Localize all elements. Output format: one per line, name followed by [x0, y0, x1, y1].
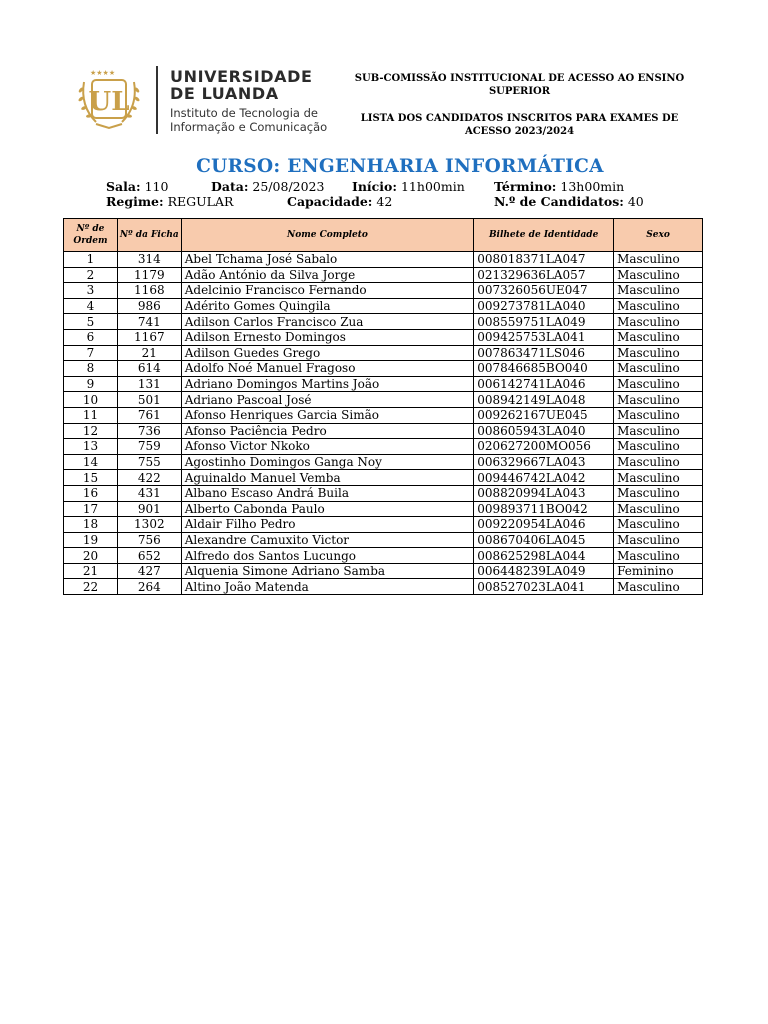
logo-divider — [156, 66, 158, 134]
table-row — [64, 485, 703, 501]
cell-ordem: 10 — [64, 392, 118, 408]
cell-bilhete: 006448239LA049 — [474, 563, 614, 579]
cell-ordem: 9 — [64, 376, 118, 392]
cell-nome: Adilson Ernesto Domingos — [181, 329, 473, 345]
cell-ordem: 20 — [64, 548, 118, 564]
cell-nome: Alquenia Simone Adriano Samba — [181, 563, 473, 579]
cell-ficha: 901 — [117, 501, 181, 517]
cell-ficha: 614 — [117, 361, 181, 377]
cell-sexo: Masculino — [614, 329, 703, 345]
cell-nome: Altino João Matenda — [181, 579, 473, 595]
table-row — [64, 407, 703, 423]
table-row — [64, 329, 703, 345]
institute-name — [170, 106, 327, 134]
university-name-line-1: UNIVERSIDADE — [170, 67, 313, 86]
data-info — [211, 179, 324, 194]
cell-ordem: 8 — [64, 361, 118, 377]
cell-sexo: Masculino — [614, 548, 703, 564]
university-name — [170, 68, 313, 102]
cell-nome: Adelcinio Francisco Fernando — [181, 283, 473, 299]
cell-sexo: Masculino — [614, 267, 703, 283]
cell-ficha: 1167 — [117, 329, 181, 345]
column-header-sexo: Sexo — [614, 219, 703, 252]
cell-ordem: 11 — [64, 407, 118, 423]
cell-sexo: Masculino — [614, 376, 703, 392]
cell-nome: Adriano Domingos Martins João — [181, 376, 473, 392]
cell-bilhete: 009446742LA042 — [474, 470, 614, 486]
regime-info — [106, 194, 233, 209]
cell-nome: Afonso Paciência Pedro — [181, 423, 473, 439]
column-header-bilhete: Bilhete de Identidade — [474, 219, 614, 252]
cell-ficha: 759 — [117, 439, 181, 455]
table-row — [64, 314, 703, 330]
cell-ficha: 501 — [117, 392, 181, 408]
cell-sexo: Masculino — [614, 407, 703, 423]
table-row — [64, 423, 703, 439]
capacidade-label: Capacidade: — [287, 194, 373, 209]
cell-ordem: 21 — [64, 563, 118, 579]
cell-ficha: 431 — [117, 485, 181, 501]
cell-nome: Adolfo Noé Manuel Fragoso — [181, 361, 473, 377]
cell-ficha: 986 — [117, 298, 181, 314]
column-header-nome: Nome Completo — [181, 219, 473, 252]
cell-bilhete: 009220954LA046 — [474, 517, 614, 533]
regime-label: Regime: — [106, 194, 164, 209]
cell-ficha: 741 — [117, 314, 181, 330]
list-title: LISTA DOS CANDIDATOS INSCRITOS PARA EXAMES DE ACESSO 2023/2024 — [360, 113, 679, 137]
table-row — [64, 579, 703, 595]
cell-bilhete: 008018371LA047 — [474, 252, 614, 268]
cell-ficha: 1179 — [117, 267, 181, 283]
cell-ficha: 652 — [117, 548, 181, 564]
cell-bilhete: 008670406LA045 — [474, 532, 614, 548]
cell-ordem: 1 — [64, 252, 118, 268]
cell-ordem: 19 — [64, 532, 118, 548]
cell-bilhete: 008559751LA049 — [474, 314, 614, 330]
institute-name-line-1: Instituto de Tecnologia de — [170, 106, 319, 120]
cell-ordem: 18 — [64, 517, 118, 533]
university-name-line-2: DE LUANDA — [170, 84, 279, 103]
cell-bilhete: 021329636LA057 — [474, 267, 614, 283]
cell-bilhete: 009273781LA040 — [474, 298, 614, 314]
cell-ordem: 3 — [64, 283, 118, 299]
table-row — [64, 501, 703, 517]
cell-sexo: Masculino — [614, 252, 703, 268]
table-row — [64, 345, 703, 361]
candidates-table — [63, 218, 703, 595]
table-row — [64, 376, 703, 392]
cell-ordem: 16 — [64, 485, 118, 501]
table-row — [64, 532, 703, 548]
data-label: Data: — [211, 179, 249, 194]
cell-sexo: Masculino — [614, 392, 703, 408]
cell-nome: Abel Tchama José Sabalo — [181, 252, 473, 268]
cell-nome: Afonso Victor Nkoko — [181, 439, 473, 455]
cell-sexo: Masculino — [614, 532, 703, 548]
sala-info — [106, 179, 168, 194]
cell-nome: Adilson Carlos Francisco Zua — [181, 314, 473, 330]
cell-nome: Afonso Henriques Garcia Simão — [181, 407, 473, 423]
cell-ordem: 15 — [64, 470, 118, 486]
cell-nome: Alexandre Camuxito Victor — [181, 532, 473, 548]
cell-sexo: Masculino — [614, 501, 703, 517]
cell-ficha: 761 — [117, 407, 181, 423]
cell-ordem: 7 — [64, 345, 118, 361]
cell-nome: Alberto Cabonda Paulo — [181, 501, 473, 517]
column-header-ficha: Nº da Ficha — [117, 219, 181, 252]
table-row — [64, 252, 703, 268]
cell-sexo: Masculino — [614, 517, 703, 533]
commission-title: SUB-COMISSÃO INSTITUCIONAL DE ACESSO AO ENSINO SUPERIOR — [354, 73, 685, 97]
cell-sexo: Masculino — [614, 314, 703, 330]
table-row — [64, 267, 703, 283]
cell-bilhete: 020627200MO056 — [474, 439, 614, 455]
table-header-row — [64, 219, 703, 252]
termino-value: 13h00min — [560, 179, 625, 194]
cell-nome: Adriano Pascoal José — [181, 392, 473, 408]
course-title: CURSO: ENGENHARIA INFORMÁTICA — [196, 156, 604, 177]
cell-nome: Adérito Gomes Quingila — [181, 298, 473, 314]
cell-nome: Aldair Filho Pedro — [181, 517, 473, 533]
cell-ordem: 13 — [64, 439, 118, 455]
cell-sexo: Masculino — [614, 423, 703, 439]
cell-ficha: 756 — [117, 532, 181, 548]
capacidade-value: 42 — [376, 194, 393, 209]
cell-sexo: Masculino — [614, 283, 703, 299]
cell-ficha: 264 — [117, 579, 181, 595]
cell-bilhete: 009262167UE045 — [474, 407, 614, 423]
cell-ficha: 755 — [117, 454, 181, 470]
termino-info — [494, 179, 624, 194]
university-logo — [70, 66, 340, 136]
cell-ficha: 427 — [117, 563, 181, 579]
cell-nome: Aguinaldo Manuel Vemba — [181, 470, 473, 486]
cell-bilhete: 008820994LA043 — [474, 485, 614, 501]
table-row — [64, 283, 703, 299]
termino-label: Término: — [494, 179, 557, 194]
data-value: 25/08/2023 — [252, 179, 325, 194]
institute-name-line-2: Informação e Comunicação — [170, 120, 328, 134]
cell-ordem: 12 — [64, 423, 118, 439]
cell-sexo: Masculino — [614, 485, 703, 501]
cell-bilhete: 007863471LS046 — [474, 345, 614, 361]
cell-ordem: 4 — [64, 298, 118, 314]
cell-sexo: Masculino — [614, 361, 703, 377]
cell-sexo: Masculino — [614, 454, 703, 470]
table-row — [64, 454, 703, 470]
cell-nome: Adilson Guedes Grego — [181, 345, 473, 361]
cell-ficha: 314 — [117, 252, 181, 268]
inicio-value: 11h00min — [400, 179, 465, 194]
candidatos-value: 40 — [627, 194, 644, 209]
cell-bilhete: 007326056UE047 — [474, 283, 614, 299]
svg-text:★★★★: ★★★★ — [90, 69, 116, 77]
cell-nome: Adão António da Silva Jorge — [181, 267, 473, 283]
cell-ordem: 5 — [64, 314, 118, 330]
sala-value: 110 — [144, 179, 169, 194]
cell-ordem: 2 — [64, 267, 118, 283]
cell-ordem: 22 — [64, 579, 118, 595]
cell-ficha: 422 — [117, 470, 181, 486]
inicio-info — [352, 179, 465, 194]
cell-nome: Alfredo dos Santos Lucungo — [181, 548, 473, 564]
cell-sexo: Feminino — [614, 563, 703, 579]
cell-sexo: Masculino — [614, 470, 703, 486]
cell-nome: Albano Escaso Andrá Buila — [181, 485, 473, 501]
candidatos-info — [494, 194, 644, 209]
cell-bilhete: 009893711BO042 — [474, 501, 614, 517]
table-row — [64, 470, 703, 486]
cell-sexo: Masculino — [614, 439, 703, 455]
cell-bilhete: 008527023LA041 — [474, 579, 614, 595]
cell-ordem: 6 — [64, 329, 118, 345]
cell-ficha: 736 — [117, 423, 181, 439]
cell-bilhete: 008605943LA040 — [474, 423, 614, 439]
cell-sexo: Masculino — [614, 579, 703, 595]
cell-bilhete: 008942149LA048 — [474, 392, 614, 408]
table-row — [64, 563, 703, 579]
table-row — [64, 392, 703, 408]
table-row — [64, 517, 703, 533]
cell-sexo: Masculino — [614, 345, 703, 361]
cell-bilhete: 007846685BO040 — [474, 361, 614, 377]
logo-monogram: UL — [88, 87, 130, 117]
cell-ficha: 131 — [117, 376, 181, 392]
cell-bilhete: 006329667LA043 — [474, 454, 614, 470]
sala-label: Sala: — [106, 179, 141, 194]
cell-ordem: 17 — [64, 501, 118, 517]
cell-bilhete: 009425753LA041 — [474, 329, 614, 345]
capacidade-info — [287, 194, 392, 209]
table-row — [64, 361, 703, 377]
candidatos-label: N.º de Candidatos: — [494, 194, 624, 209]
table-row — [64, 548, 703, 564]
regime-value: REGULAR — [167, 194, 234, 209]
table-row — [64, 298, 703, 314]
column-header-ordem: Nº de Ordem — [64, 219, 118, 252]
cell-ficha: 21 — [117, 345, 181, 361]
cell-nome: Agostinho Domingos Ganga Noy — [181, 454, 473, 470]
cell-sexo: Masculino — [614, 298, 703, 314]
cell-ordem: 14 — [64, 454, 118, 470]
cell-ficha: 1168 — [117, 283, 181, 299]
cell-ficha: 1302 — [117, 517, 181, 533]
university-emblem-icon — [70, 66, 148, 134]
inicio-label: Início: — [352, 179, 397, 194]
table-row — [64, 439, 703, 455]
cell-bilhete: 008625298LA044 — [474, 548, 614, 564]
cell-bilhete: 006142741LA046 — [474, 376, 614, 392]
